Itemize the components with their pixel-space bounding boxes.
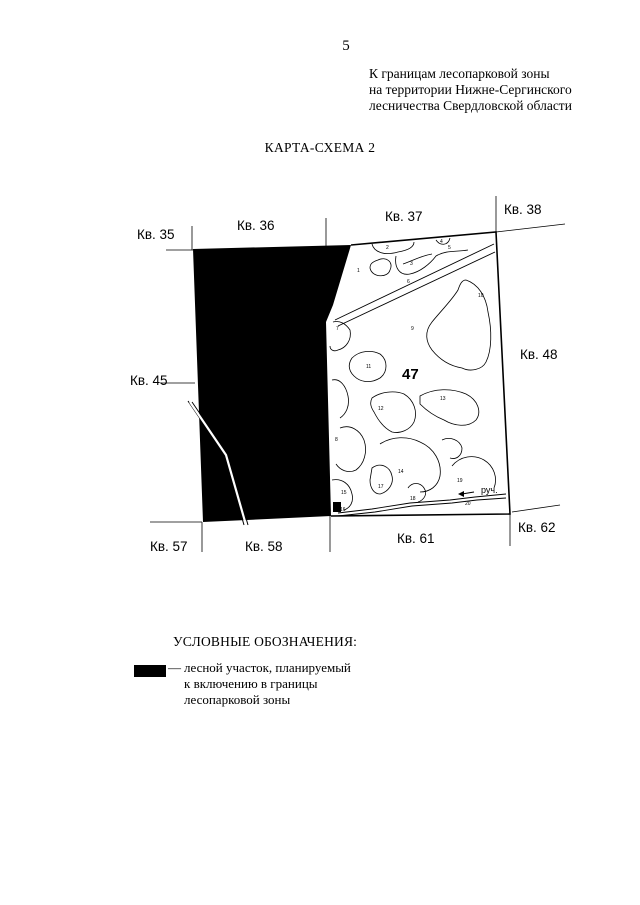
quarter-label-35: Кв. 35 bbox=[137, 227, 175, 242]
legend-dash: — bbox=[168, 660, 181, 675]
lot-boundary bbox=[436, 238, 450, 244]
lot-number: 13 bbox=[440, 396, 446, 402]
quarter-label-38: Кв. 38 bbox=[504, 202, 542, 217]
legend-line: к включению в границы bbox=[184, 676, 318, 691]
stream-line bbox=[338, 498, 506, 516]
quarter-label-45: Кв. 45 bbox=[130, 373, 168, 388]
lot-number: 5 bbox=[448, 245, 451, 251]
grid-line bbox=[512, 505, 560, 512]
lot-number: 14 bbox=[398, 469, 404, 475]
lot-number: 15 bbox=[341, 490, 347, 496]
arrow-icon bbox=[458, 491, 464, 497]
lot-number: 2 bbox=[386, 245, 389, 251]
lot-number: 9 bbox=[411, 326, 414, 332]
lot-number: 3 bbox=[410, 261, 413, 267]
lot-number: 19 bbox=[457, 478, 463, 484]
quarter-label-37: Кв. 37 bbox=[385, 209, 423, 224]
page-number: 5 bbox=[342, 38, 350, 54]
lot-number: 6 bbox=[407, 279, 410, 285]
grid-line bbox=[496, 224, 565, 232]
map-title: КАРТА-СХЕМА 2 bbox=[264, 140, 376, 155]
legend-title: УСЛОВНЫЕ ОБОЗНАЧЕНИЯ: bbox=[173, 634, 358, 649]
quarter-label-36: Кв. 36 bbox=[237, 218, 275, 233]
header-note-line: лесничества Свердловской области bbox=[369, 98, 572, 113]
header-note-line: К границам лесопарковой зоны bbox=[369, 66, 550, 81]
lot-number: 4 bbox=[440, 239, 443, 245]
lot-boundary bbox=[372, 242, 414, 254]
lot-boundary bbox=[403, 254, 432, 264]
header-note-line: на территории Нижне-Сергинского bbox=[369, 82, 572, 97]
lot-number: 12 bbox=[378, 406, 384, 412]
lot-number: 8 bbox=[335, 437, 338, 443]
lot-number: 10 bbox=[478, 293, 484, 299]
lot-boundary bbox=[380, 438, 440, 492]
quarter-label-48: Кв. 48 bbox=[520, 347, 558, 362]
quarter-label-62: Кв. 62 bbox=[518, 520, 556, 535]
road bbox=[335, 244, 495, 326]
quarter-47-boundary bbox=[331, 232, 510, 516]
quarter-number: 47 bbox=[402, 366, 419, 383]
stream bbox=[338, 494, 506, 516]
legend-description bbox=[184, 660, 351, 708]
legend-line: лесопарковой зоны bbox=[184, 692, 291, 707]
road-edge bbox=[338, 252, 495, 326]
lot-boundary bbox=[332, 380, 349, 418]
legend-line: лесной участок, планируемый bbox=[184, 660, 351, 675]
quarter-label-57: Кв. 57 bbox=[150, 539, 188, 554]
lot-number: 17 bbox=[378, 484, 384, 490]
legend-swatch bbox=[134, 665, 166, 677]
lot-number: 18 bbox=[410, 496, 416, 502]
lot-boundary bbox=[420, 390, 479, 426]
planned-forest-lot bbox=[193, 245, 351, 522]
lot-number: 11 bbox=[366, 364, 372, 370]
lot-boundary bbox=[371, 392, 416, 433]
lot-number: 7 bbox=[336, 326, 339, 332]
quarter-label-61: Кв. 61 bbox=[397, 531, 435, 546]
lot-boundary bbox=[330, 321, 350, 350]
stream-label: руч. bbox=[481, 485, 498, 495]
lot-boundary bbox=[336, 427, 366, 472]
lot-number: 20 bbox=[465, 501, 471, 507]
lot-number: 16 bbox=[340, 507, 346, 513]
quarter-label-58: Кв. 58 bbox=[245, 539, 283, 554]
lot-number: 1 bbox=[357, 268, 360, 274]
lot-boundary bbox=[442, 438, 462, 458]
lot-boundary bbox=[370, 259, 391, 276]
stream-line bbox=[338, 494, 506, 513]
